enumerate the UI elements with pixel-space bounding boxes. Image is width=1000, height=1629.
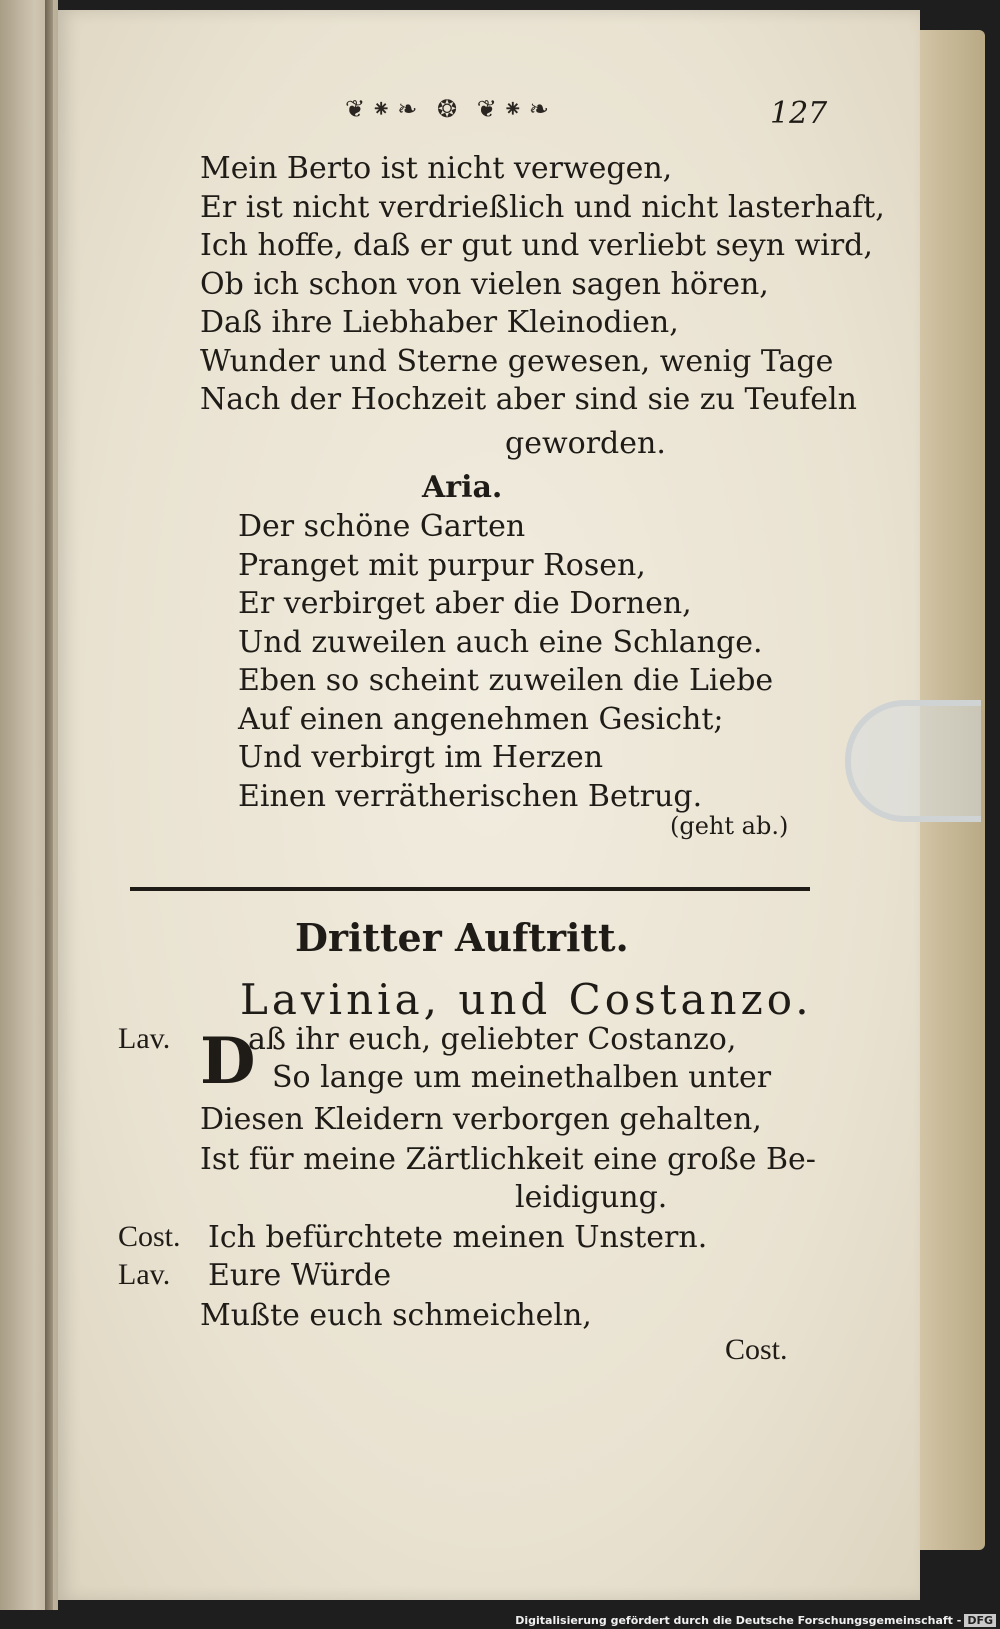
verse-continuation: geworden. <box>505 426 666 461</box>
section-rule <box>130 887 810 891</box>
speech-line: So lange um meinethalben unter <box>272 1060 772 1095</box>
speech-line: Ich befürchtete meinen Unstern. <box>208 1220 708 1255</box>
page-number: 127 <box>770 96 828 131</box>
speech-line: aß ihr euch, geliebter Costanzo, <box>248 1022 737 1057</box>
speech-line: Eure Würde <box>208 1258 392 1293</box>
aria-line: Der schöne Garten <box>238 509 526 544</box>
verse-block <box>200 150 885 420</box>
verse-line: Ob ich schon von vielen sagen hören, <box>200 266 769 302</box>
aria-heading: Aria. <box>422 470 503 505</box>
scene-characters: Lavinia, und Costanzo. <box>240 975 813 1024</box>
drop-cap: D <box>200 1024 256 1099</box>
footer-text: Digitalisierung gefördert durch die Deutsche Forschungsgemeinschaft - <box>515 1614 962 1627</box>
speech-line: Mußte euch schmeicheln, <box>200 1298 592 1333</box>
speaker-label: Lav. <box>118 1022 171 1055</box>
speech-line: Diesen Kleidern verborgen gehalten, <box>200 1102 762 1137</box>
aria-line: Und zuweilen auch eine Schlange. <box>238 624 763 660</box>
verse-line: Daß ihre Liebhaber Kleinodien, <box>200 305 679 340</box>
aria-line: Und verbirgt im Herzen <box>238 740 604 775</box>
speaker-label: Cost. <box>118 1220 181 1253</box>
page-clip <box>845 700 981 822</box>
catchword: Cost. <box>725 1333 788 1366</box>
verse-line: Nach der Hochzeit aber sind sie zu Teufeln <box>200 382 857 417</box>
verse-line: Wunder und Sterne gewesen, wenig Tage <box>200 343 834 379</box>
dfg-logo: DFG <box>964 1614 996 1627</box>
scene-title: Dritter Auftritt. <box>295 915 629 960</box>
book-gutter <box>45 0 53 1610</box>
speaker-label: Lav. <box>118 1258 171 1291</box>
header-ornament: ❦⁕❧ ❂ ❦⁕❧ <box>345 95 556 123</box>
aria-line: Eben so scheint zuweilen die Liebe <box>238 663 774 698</box>
speech-line: leidigung. <box>515 1180 668 1215</box>
verse-line: Er ist nicht verdrießlich und nicht lasterhaft, <box>200 189 885 225</box>
verse-line: Ich hoffe, daß er gut und verliebt seyn wird, <box>200 228 873 263</box>
verse-line: Mein Berto ist nicht verwegen, <box>200 151 673 186</box>
aria-line: Pranget mit purpur Rosen, <box>238 547 646 583</box>
aria-line: Er verbirget aber die Dornen, <box>238 586 692 621</box>
digitization-footer <box>515 1614 996 1627</box>
speech-line: Ist für meine Zärtlichkeit eine große Be- <box>200 1142 816 1177</box>
stage-direction: (geht ab.) <box>670 812 789 840</box>
aria-line: Auf einen angenehmen Gesicht; <box>238 701 724 737</box>
aria-line: Einen verrätherischen Betrug. <box>238 778 703 814</box>
aria-block <box>238 508 773 816</box>
